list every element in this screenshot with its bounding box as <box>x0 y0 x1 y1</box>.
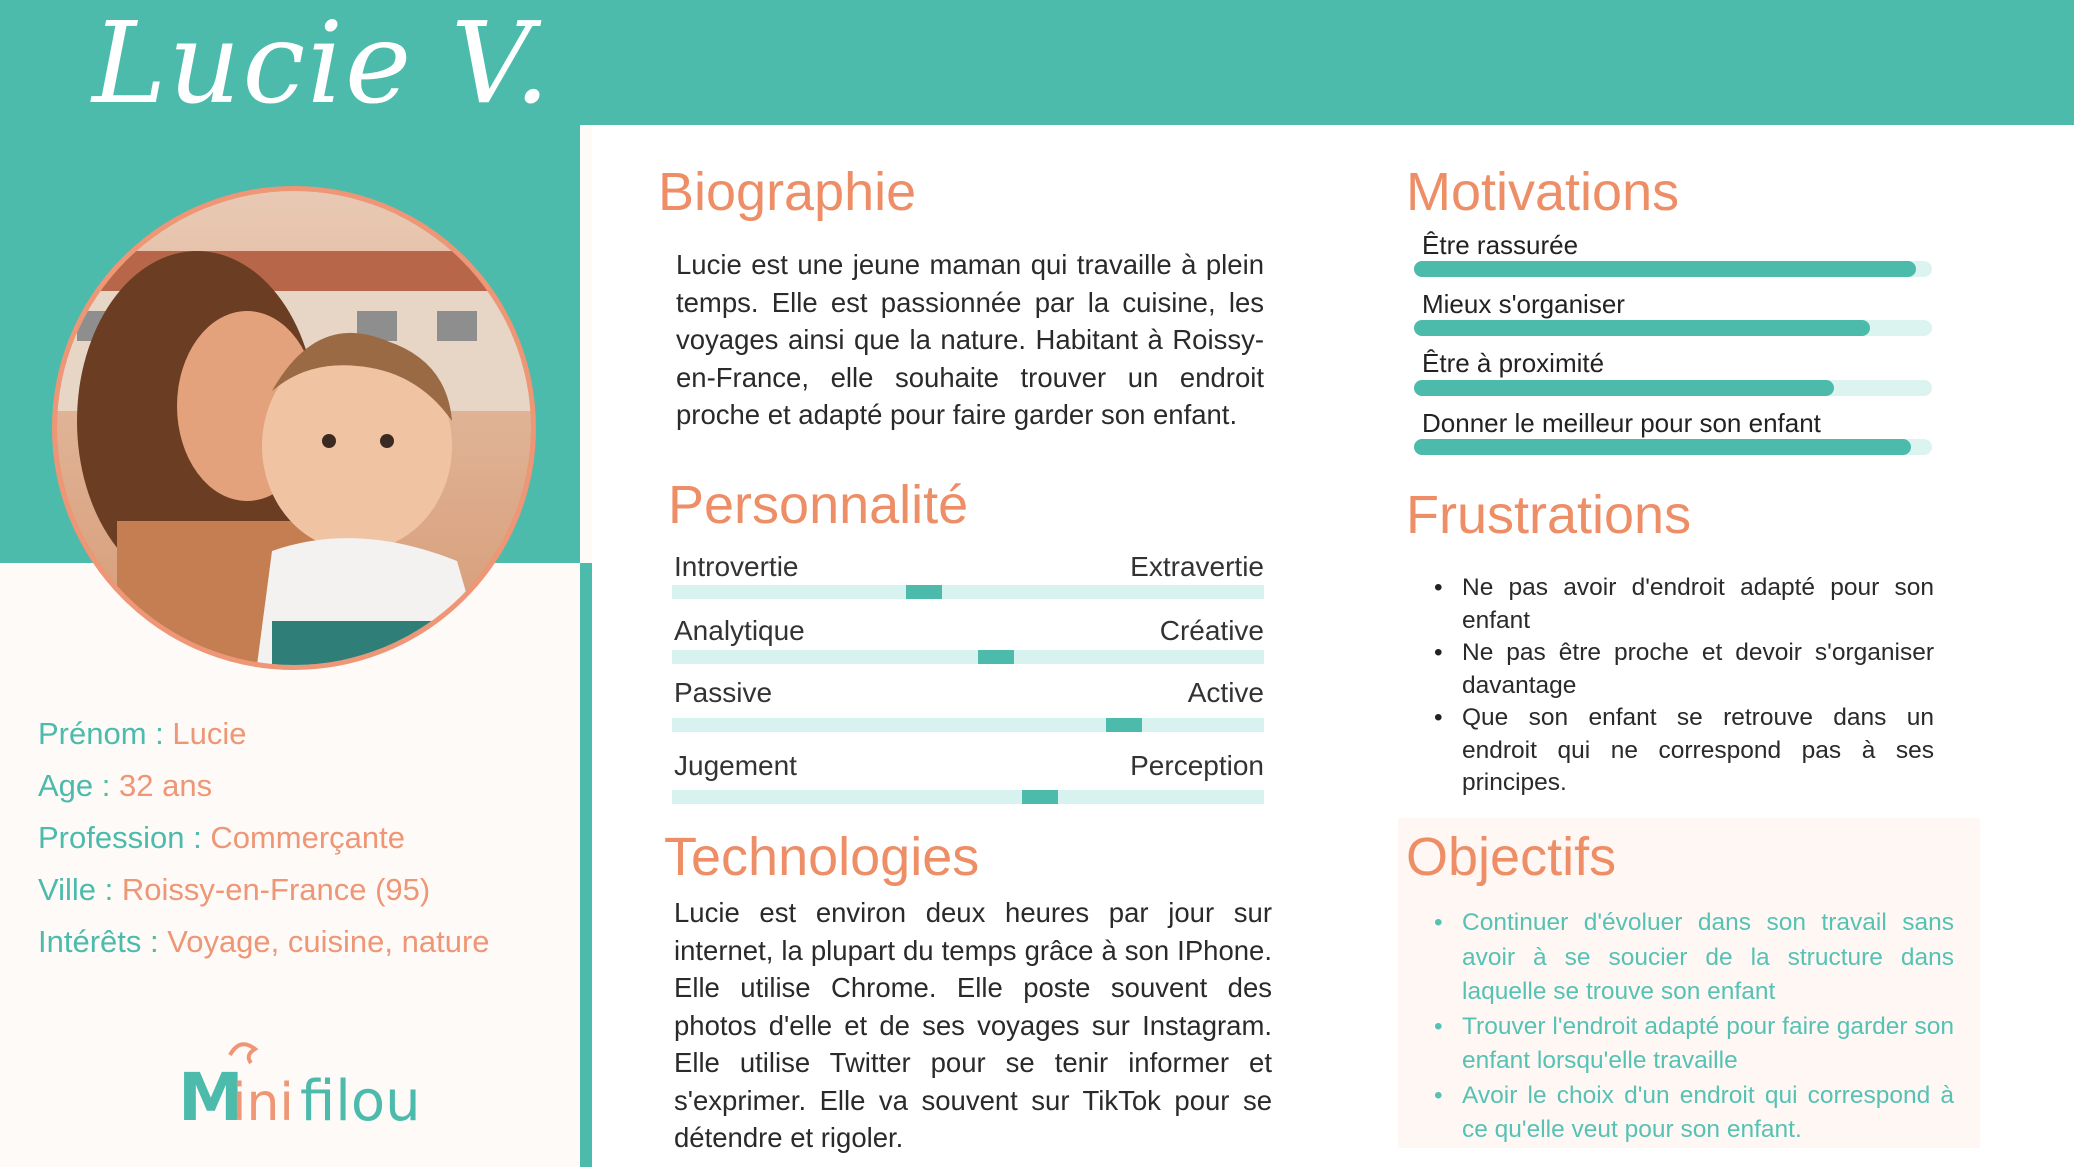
list-item: • Continuer d'évoluer dans son travail sans avoir à se soucier de la structure dans laquelle se trouve son enfant <box>1434 906 1954 1010</box>
identity-firstname: Prénom : Lucie <box>38 716 247 751</box>
svg-text:M: M <box>178 1059 244 1136</box>
identity-city: Ville : Roissy-en-France (95) <box>38 872 431 907</box>
personality-title: Personnalité <box>668 475 969 535</box>
identity-profession: Profession : Commerçante <box>38 820 405 855</box>
trait-row <box>674 617 1264 645</box>
trait-marker <box>978 650 1014 664</box>
trait-row <box>674 679 1264 707</box>
motivation-label: Être à proximité <box>1422 348 1605 378</box>
trait-marker <box>1022 790 1058 804</box>
trait-scale <box>672 718 1264 732</box>
svg-text:filou: filou <box>300 1069 420 1134</box>
trait-right-label: Perception <box>1130 750 1264 781</box>
motivation-bar <box>1414 320 1932 336</box>
technologies-text: Lucie est environ deux heures par jour sur internet, la plupart du temps grâce à son IPhone. Elle utilise Chrome. Elle poste souvent des photos d'elle et de ses voyages sur Instagram. Elle utilise Twitter pour se tenir informer et s'exprimer. Elle va souvent sur TikTok pour se détendre et rigoler. <box>674 897 1272 1153</box>
svg-text:ini: ini <box>232 1073 294 1133</box>
trait-right-label: Créative <box>1159 615 1264 646</box>
trait-scale <box>672 790 1264 804</box>
trait-marker <box>1106 718 1142 732</box>
motivation-fill <box>1414 261 1916 277</box>
trait-marker <box>906 585 942 599</box>
persona-name: Lucie V. <box>92 0 552 129</box>
frustrations-list <box>1434 572 1934 800</box>
motivations-title: Motivations <box>1406 162 1680 222</box>
motivation-fill <box>1414 320 1870 336</box>
panel-divider <box>580 563 592 1167</box>
list-item: • Ne pas être proche et devoir s'organiser davantage <box>1434 637 1934 702</box>
motivation-bar <box>1414 439 1932 455</box>
motivation-label: Donner le meilleur pour son enfant <box>1422 408 1821 438</box>
motivation-bar <box>1414 380 1932 396</box>
trait-left-label: Analytique <box>674 615 805 646</box>
list-item: • Avoir le choix d'un endroit qui correspond à ce qu'elle veut pour son enfant. <box>1434 1079 1954 1148</box>
identity-age: Age : 32 ans <box>38 768 213 803</box>
trait-left-label: Jugement <box>674 750 797 781</box>
trait-right-label: Extravertie <box>1130 551 1264 582</box>
motivation-fill <box>1414 380 1834 396</box>
trait-scale <box>672 585 1264 599</box>
identity-interests: Intérêts : Voyage, cuisine, nature <box>38 924 490 959</box>
profile-photo <box>52 186 536 670</box>
trait-row <box>674 752 1264 780</box>
biography-text: Lucie est une jeune maman qui travaille à plein temps. Elle est passionnée par la cuisine, les voyages ainsi que la nature. Habitant à Roissy-en-France, elle souhaite trouver un endroit proche et adapté pour faire garder son enfant. <box>676 249 1264 430</box>
minifilou-logo <box>170 1025 420 1145</box>
motivation-fill <box>1414 439 1911 455</box>
technologies-title: Technologies <box>664 827 980 887</box>
trait-row <box>674 553 1264 581</box>
trait-left-label: Introvertie <box>674 551 799 582</box>
list-item: • Que son enfant se retrouve dans un endroit qui ne correspond pas à ses principes. <box>1434 702 1934 800</box>
motivation-label: Être rassurée <box>1422 230 1579 260</box>
frustrations-title: Frustrations <box>1406 485 1692 545</box>
identity-list <box>38 708 490 968</box>
motivation-bar <box>1414 261 1932 277</box>
objectives-list <box>1434 906 1954 1148</box>
trait-right-label: Active <box>1187 677 1264 708</box>
motivation-label: Mieux s'organiser <box>1422 289 1625 319</box>
list-item: • Ne pas avoir d'endroit adapté pour son enfant <box>1434 572 1934 637</box>
trait-left-label: Passive <box>674 677 773 708</box>
objectives-title: Objectifs <box>1406 827 1617 887</box>
biography-title: Biographie <box>658 162 917 222</box>
list-item: • Trouver l'endroit adapté pour faire garder son enfant lorsqu'elle travaille <box>1434 1010 1954 1079</box>
trait-scale <box>672 650 1264 664</box>
